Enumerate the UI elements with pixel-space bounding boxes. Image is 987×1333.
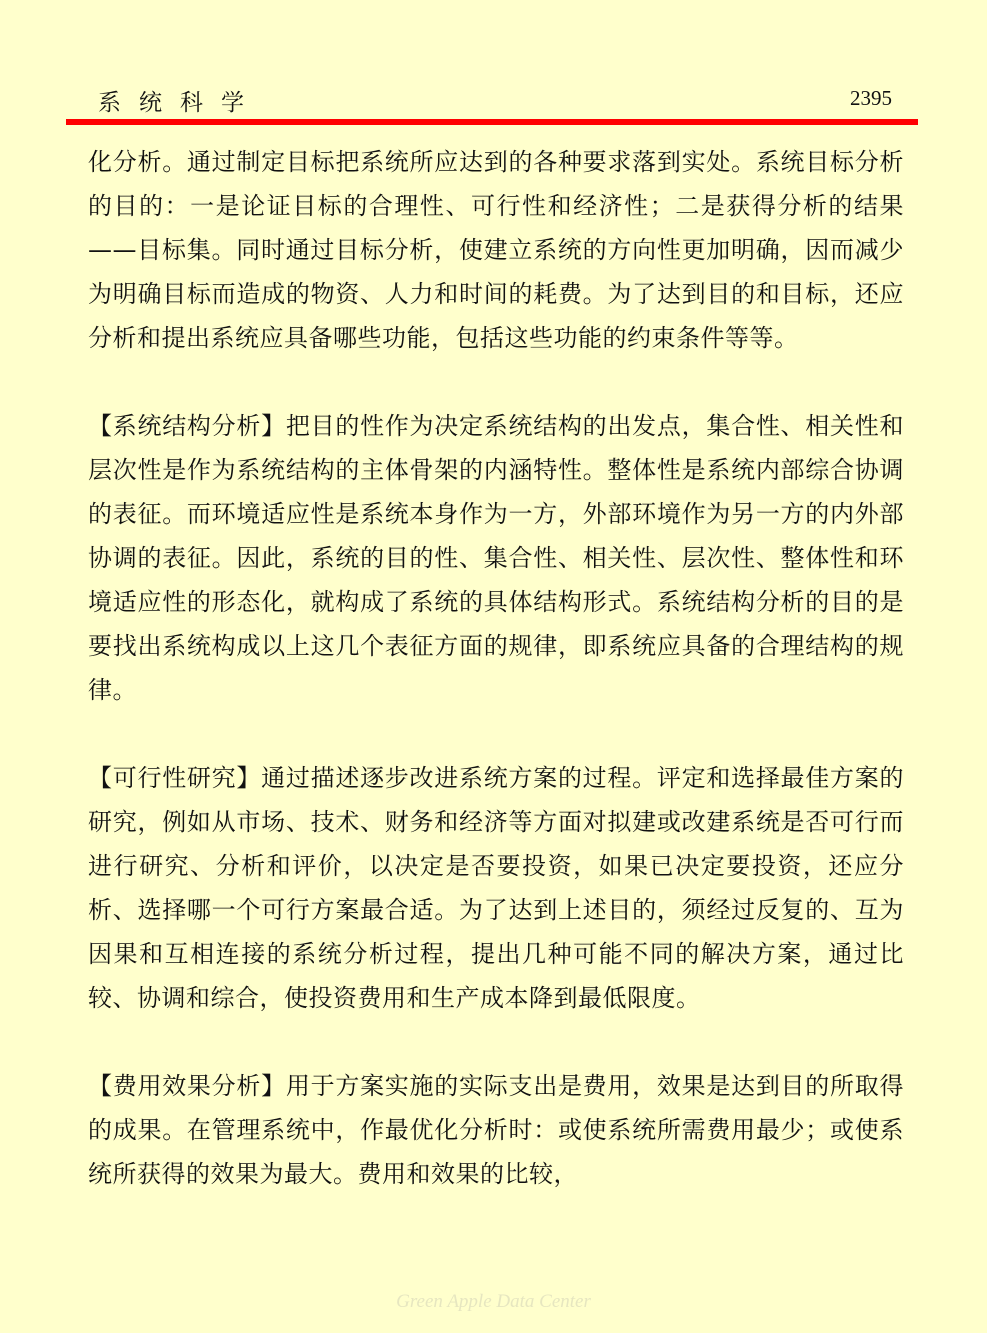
page-number: 2395: [850, 86, 892, 110]
running-header: [92, 84, 892, 116]
paragraph-feasibility-study: [88, 756, 904, 1020]
entry-term: 【系统结构分析】: [88, 412, 286, 440]
entry-text: 通过描述逐步改进系统方案的过程。评定和选择最佳方案的研究，例如从市场、技术、财务和经济等方面对拟建或改建系统是否可行而进行研究、分析和评价，以决定是否要投资，如果已决定要投资，还应分析、选择哪一个可行方案最合适。为了达到上述目的，须经过反复的、互为因果和互相连接的系统分析过程，提出几种可能不同的解决方案，通过比较、协调和综合，使投资费用和生产成本降到最低限度。: [88, 764, 904, 1012]
entry-text: 用于方案实施的实际支出是费用，效果是达到目的所取得的成果。在管理系统中，作最优化分析时：或使系统所需费用最少；或使系统所获得的效果为最大。费用和效果的比较，: [88, 1072, 904, 1188]
paragraph-goal-analysis: [88, 140, 904, 360]
entry-text: 化分析。通过制定目标把系统所应达到的各种要求落到实处。系统目标分析的目的：一是论证目标的合理性、可行性和经济性；二是获得分析的结果——目标集。同时通过目标分析，使建立系统的方向性更加明确，因而减少为明确目标而造成的物资、人力和时间的耗费。为了达到目的和目标，还应分析和提出系统应具备哪些功能，包括这些功能的约束条件等等。: [88, 148, 904, 352]
paragraph-cost-effectiveness: [88, 1064, 904, 1196]
watermark: Green Apple Data Center: [396, 1291, 591, 1312]
entry-term: 【费用效果分析】: [88, 1072, 286, 1100]
section-title: 系统科学: [98, 90, 262, 116]
paragraph-structure-analysis: [88, 404, 904, 712]
entry-term: 【可行性研究】: [88, 764, 262, 792]
header-rule: [66, 119, 918, 125]
entry-text: 把目的性作为决定系统结构的出发点，集合性、相关性和层次性是作为系统结构的主体骨架的内涵特性。整体性是系统内部综合协调的表征。而环境适应性是系统本身作为一方，外部环境作为另一方的内外部协调的表征。因此，系统的目的性、集合性、相关性、层次性、整体性和环境适应性的形态化，就构成了系统的具体结构形式。系统结构分析的目的是要找出系统构成以上这几个表征方面的规律，即系统应具备的合理结构的规律。: [88, 412, 904, 704]
body-text: [88, 140, 904, 1196]
